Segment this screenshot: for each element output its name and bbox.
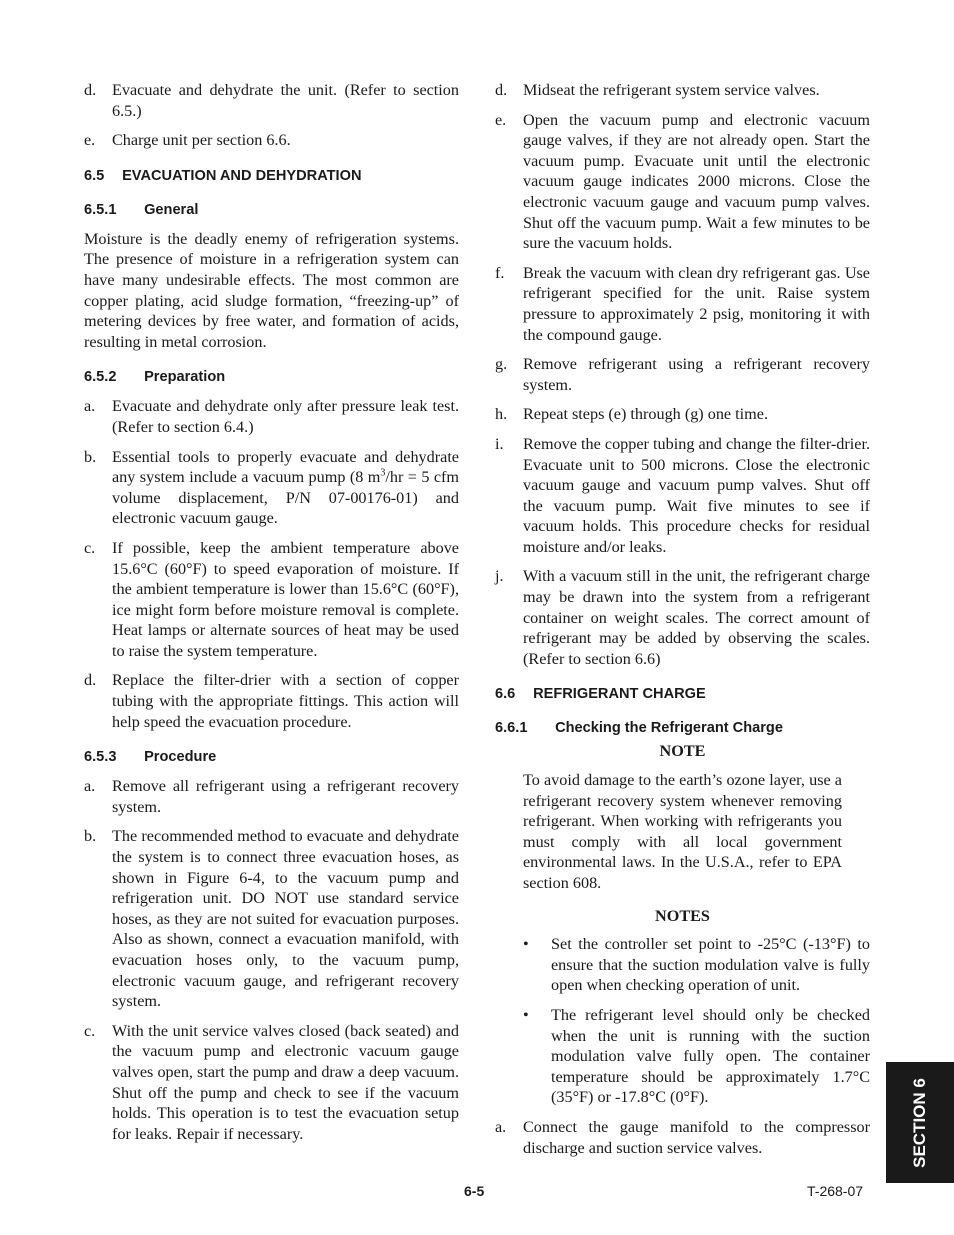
- section-heading-6-6: [495, 685, 870, 703]
- item-label: b.: [84, 827, 97, 846]
- section-number: 6.5.1: [84, 201, 117, 218]
- general-paragraph: Moisture is the deadly enemy of refrigeration systems. The presence of moisture in a refrigeration system can have many undesirable effects. The most common are copper plating, acid sludge formation, “freezing-up” of metering devices by free water, and formation of acids, resulting in metal corrosion.: [84, 229, 459, 351]
- item-label: c.: [84, 1021, 96, 1040]
- list-item: [84, 670, 459, 732]
- item-label: g.: [495, 355, 508, 374]
- superscript: 3: [380, 467, 386, 479]
- list-item: [495, 566, 870, 669]
- list-item: [523, 1005, 870, 1108]
- section-heading-6-6-1: [495, 719, 870, 737]
- item-text: [112, 447, 459, 529]
- list-item: [84, 396, 459, 437]
- item-label: a.: [84, 777, 96, 796]
- section-title: EVACUATION AND DEHYDRATION: [122, 167, 362, 184]
- item-label: h.: [495, 405, 508, 424]
- item-label: d.: [84, 671, 97, 690]
- list-item: [84, 130, 459, 151]
- item-text: Remove all refrigerant using a refrigerant recovery system.: [112, 777, 459, 816]
- list-item: [523, 934, 870, 996]
- section-heading-6-5-2: [84, 368, 459, 386]
- bullet-icon: •: [523, 1005, 529, 1024]
- section-title: Preparation: [144, 369, 226, 386]
- list-item: [495, 434, 870, 558]
- item-label: b.: [84, 447, 97, 466]
- document-number: T-268-07: [807, 1183, 864, 1199]
- list-item: [84, 447, 459, 529]
- item-label: a.: [495, 1117, 507, 1136]
- list-item: [495, 404, 870, 425]
- item-text: With the unit service valves closed (back seated) and the vacuum pump and electronic vacuum gauge valves open, start the pump and draw a deep vacuum. Shut off the pump and check to see if the vacuum holds. This operation is to test the evacuation setup for leaks. Repair if necessary.: [112, 1021, 459, 1143]
- section-title: Procedure: [144, 749, 217, 766]
- notes-title: NOTES: [655, 906, 710, 925]
- list-item: [495, 1117, 870, 1158]
- section-number: 6.5: [84, 167, 105, 184]
- section-title: REFRIGERANT CHARGE: [533, 686, 706, 703]
- item-text: With a vacuum still in the unit, the refrigerant charge may be drawn into the system from a refrigerant container on weight scales. The correct amount of refrigerant may be added by observing the scales. (Refer to section 6.6): [523, 567, 870, 668]
- list-item: [495, 263, 870, 345]
- list-item: [495, 80, 870, 101]
- item-text: Remove the copper tubing and change the filter-drier. Evacuate unit to 500 microns. Close the electronic vacuum gauge and vacuum pump valves. Shut off the vacuum pump. Wait five minutes to see if vacuum holds. This procedure checks for residual moisture and/or leaks.: [523, 434, 870, 556]
- section-tab: [886, 1062, 954, 1183]
- section-title: General: [144, 201, 199, 218]
- item-text-part: Essential tools to properly evacuate and dehydrate any system include a vacuum pump (8 m: [112, 447, 459, 487]
- item-text: Break the vacuum with clean dry refrigerant gas. Use refrigerant specified for the unit. Raise system pressure to approximately 2 psig, monitoring it with the compound gauge.: [523, 263, 870, 344]
- list-item: [84, 1021, 459, 1145]
- list-item: [84, 538, 459, 662]
- item-label: i.: [495, 434, 504, 453]
- list-item: [84, 826, 459, 1011]
- note-title: NOTE: [659, 742, 706, 761]
- right-column: [495, 80, 870, 1167]
- list-item: [84, 80, 459, 121]
- item-text: Charge unit per section 6.6.: [112, 131, 291, 150]
- bullet-icon: •: [523, 935, 529, 954]
- page-number: 6-5: [464, 1183, 485, 1199]
- item-text: Evacuate and dehydrate only after pressure leak test. (Refer to section 6.4.): [112, 397, 459, 436]
- item-label: c.: [84, 538, 96, 557]
- section-title: Checking the Refrigerant Charge: [555, 720, 783, 737]
- item-label: e.: [84, 131, 96, 150]
- section-heading-6-5-1: [84, 201, 459, 219]
- item-label: e.: [495, 110, 507, 129]
- item-text: Replace the filter-drier with a section of copper tubing with the appropriate fittings. This action will help speed the evacuation procedure.: [112, 671, 459, 731]
- item-label: a.: [84, 397, 96, 416]
- section-number: 6.6.1: [495, 720, 528, 737]
- list-item: [495, 354, 870, 395]
- section-tab-label: SECTION 6: [910, 1077, 929, 1168]
- item-text: Remove refrigerant using a refrigerant recovery system.: [523, 355, 870, 394]
- bullet-text: The refrigerant level should only be checked when the unit is running with the suction modulation valve fully open. The container temperature should be approximately 1.7°C (35°F) or -17.8°C (0°F).: [551, 1005, 870, 1107]
- bullet-text: Set the controller set point to -25°C (-13°F) to ensure that the suction modulation valve is fully open when checking operation of unit.: [551, 935, 870, 995]
- note-body: To avoid damage to the earth’s ozone layer, use a refrigerant recovery system whenever removing refrigerant. When working with refrigerants you must comply with all local government environmental laws. In the U.S.A., refer to EPA section 608.: [523, 771, 842, 892]
- item-label: j.: [495, 567, 504, 586]
- item-text-part: /hr = 5 cfm volume displacement, P/N 07-00176-01) and electronic vacuum gauge.: [112, 468, 460, 528]
- item-label: d.: [84, 81, 97, 99]
- item-text: Connect the gauge manifold to the compressor discharge and suction service valves.: [523, 1117, 870, 1157]
- section-heading-6-5-3: [84, 748, 459, 766]
- item-text: Open the vacuum pump and electronic vacuum gauge valves, if they are not already open. Start the vacuum pump. Evacuate unit until the electronic vacuum gauge indicates 2000 microns. Close the electronic vacuum gauge and vacuum pump valves. Shut off the vacuum pump. Wait a few minutes to be sure the vacuum holds.: [523, 110, 870, 253]
- left-column: [84, 80, 459, 1153]
- section-heading-6-5: [84, 167, 459, 185]
- item-text: The recommended method to evacuate and dehydrate the system is to connect three evacuation hoses, as shown in Figure 6-4, to the vacuum pump and refrigeration unit. DO NOT use standard service hoses, as they are not suited for evacuation purposes. Also as shown, connect a evacuation manifold, with evacuation hoses only, to the vacuum pump, electronic vacuum gauge, and refrigerant recovery system.: [112, 827, 459, 1011]
- section-number: 6.6: [495, 686, 516, 703]
- item-label: d.: [495, 81, 508, 99]
- list-item: [84, 776, 459, 817]
- item-text: Evacuate and dehydrate the unit. (Refer to section 6.5.): [112, 81, 459, 120]
- list-item: [495, 110, 870, 254]
- item-text: If possible, keep the ambient temperature above 15.6°C (60°F) to speed evaporation of moisture. If the ambient temperature is lower than 15.6°C (60°F), ice might form before moisture removal is complete. Heat lamps or alternate sources of heat may be used to raise the system temperature.: [112, 538, 459, 660]
- item-label: f.: [495, 263, 505, 282]
- item-text: Repeat steps (e) through (g) one time.: [523, 405, 768, 424]
- section-number: 6.5.2: [84, 369, 117, 386]
- section-number: 6.5.3: [84, 749, 117, 766]
- item-text: Midseat the refrigerant system service valves.: [523, 81, 820, 99]
